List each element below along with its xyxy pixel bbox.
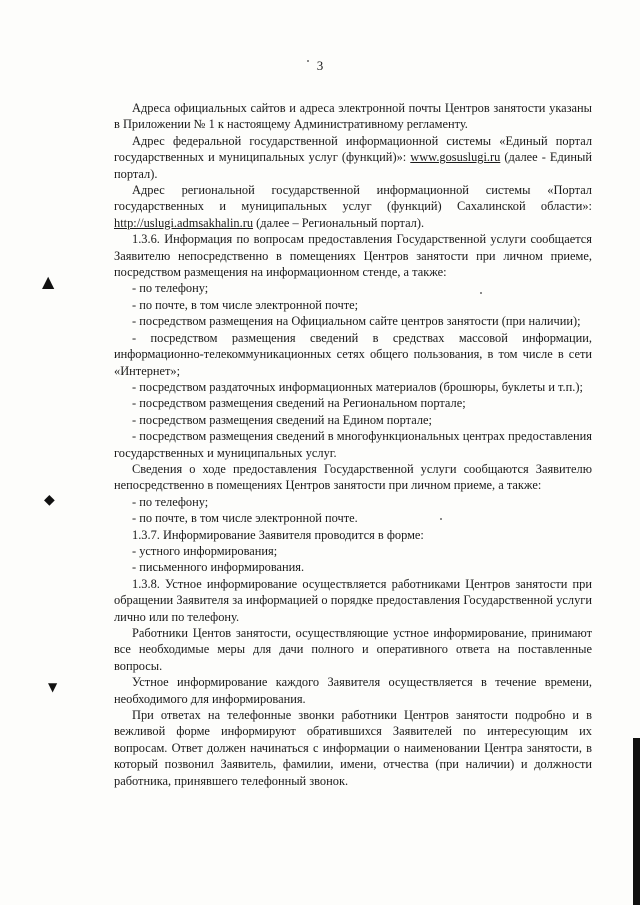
list-item: - посредством размещения на Официальном сайте центров занятости (при наличии);	[132, 314, 581, 329]
regional-portal-link[interactable]: http://uslugi.admsakhalin.ru	[114, 215, 254, 230]
document-body	[114, 100, 592, 789]
paragraph: 1.3.6. Информация по вопросам предоставления Государственной услуги сообщается Заявителю непосредственно в помещениях Центров занятости при личном приеме, посредством размещения на информационном стенде, а также:	[114, 232, 592, 280]
punch-hole-mark-icon: ▲	[42, 272, 55, 291]
paragraph: 1.3.8. Устное информирование осуществляется работниками Центров занятости при обращении Заявителя за информацией о порядке предоставления Государственной услуги лично или по телефону.	[114, 576, 592, 624]
page-number: 3	[316, 58, 324, 73]
punch-hole-mark-icon: ◆	[44, 492, 55, 508]
scan-speck	[480, 292, 482, 294]
list-item: - по телефону;	[132, 281, 209, 296]
punch-hole-mark-icon: ▼	[48, 680, 58, 694]
scan-speck	[440, 518, 442, 520]
list-item: - посредством размещения сведений в средствах массовой информации, информационно-телекоммуникационных сетях общего пользования, в том числе в сети «Интернет»;	[114, 330, 592, 378]
paragraph: При ответах на телефонные звонки работники Центров занятости подробно и в вежливой форме информируют обратившихся Заявителей по интересующим их вопросам. Ответ должен начинаться с информации о наименовании Центра занятости, в который позвонил Заявитель, фамилии, имени, отчества (при наличии) и должности работника, принявшего телефонный звонок.	[114, 708, 592, 788]
paragraph: Адреса официальных сайтов и адреса электронной почты Центров занятости указаны в Приложении № 1 к настоящему Административному регламенту.	[114, 101, 592, 132]
paragraph: Работники Центов занятости, осуществляющие устное информирование, принимают все необходимые меры для дачи полного и оперативного ответа на поставленные вопросы.	[114, 626, 592, 673]
scan-edge-shadow	[633, 738, 640, 905]
list-item: - посредством раздаточных информационных материалов (брошюры, буклеты и т.п.);	[132, 379, 583, 394]
paragraph: Адрес федеральной государственной информационной системы «Единый портал государственных и муниципальных услуг (функций)»: www.gosuslugi.ru (далее - Единый портал).	[114, 133, 592, 181]
list-item: - по почте, в том числе электронной почте.	[132, 511, 358, 526]
paragraph: Устное информирование каждого Заявителя осуществляется в течение времени, необходимого для информирования.	[114, 675, 592, 706]
list-item: - устного информирования;	[132, 543, 278, 558]
gosuslugi-link[interactable]: www.gosuslugi.ru	[410, 150, 501, 165]
list-item: - по почте, в том числе электронной почте;	[132, 297, 359, 312]
list-item: - посредством размещения сведений на Региональном портале;	[132, 396, 466, 411]
paragraph: 1.3.7. Информирование Заявителя проводится в форме:	[132, 527, 424, 542]
list-item: - по телефону;	[132, 494, 209, 509]
list-item: - посредством размещения сведений в многофункциональных центрах предоставления государственных и муниципальных услуг.	[114, 429, 592, 460]
paragraph: Адрес региональной государственной информационной системы «Портал государственных и муниципальных услуг (функций) Сахалинской области»: http://uslugi.admsakhalin.ru (далее – Региональный портал).	[114, 183, 592, 230]
scan-speck	[307, 60, 309, 62]
list-item: - посредством размещения сведений на Едином портале;	[132, 412, 432, 427]
paragraph: Сведения о ходе предоставления Государственной услуги сообщаются Заявителю непосредственно в помещениях Центров занятости при личном приеме, а также:	[114, 461, 592, 493]
list-item: - письменного информирования.	[132, 560, 305, 575]
